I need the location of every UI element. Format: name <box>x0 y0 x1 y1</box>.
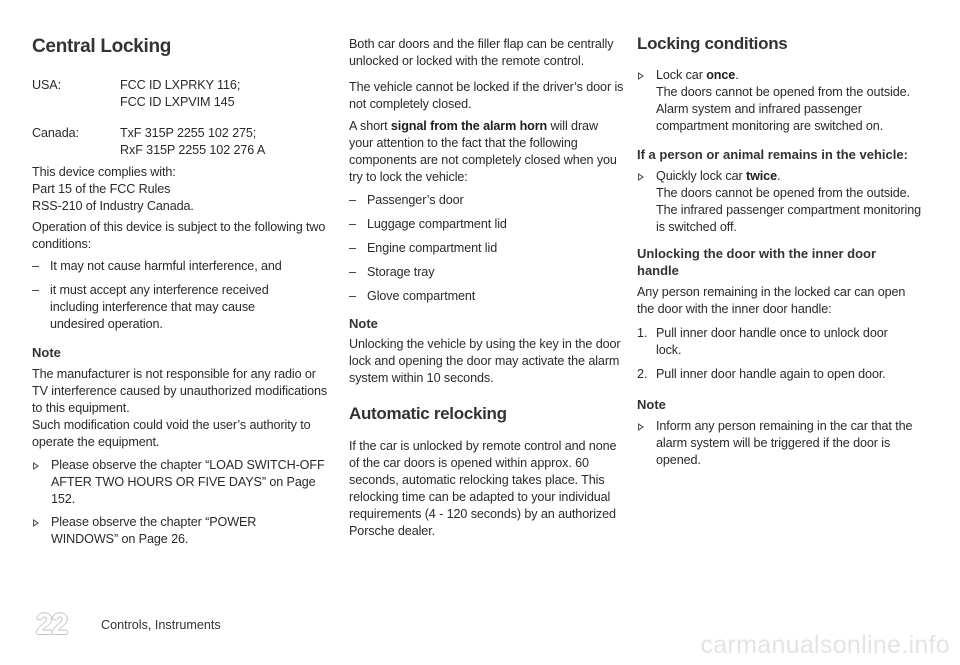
component-item <box>349 192 464 209</box>
drivers-door-paragraph: The vehicle cannot be locked if the driver’s door is not completely closed. <box>349 80 624 111</box>
fcc-canada-label: Canada: <box>32 126 79 140</box>
page-number: 22 <box>36 608 68 641</box>
complies-line: This device complies with: <box>32 165 176 179</box>
condition-item <box>32 258 328 275</box>
reference-text: Please observe the chapter “POWER WINDOWS” on Page 26. <box>51 515 257 546</box>
complies-line: RSS-210 of Industry Canada. <box>32 199 194 213</box>
fcc-canada-id-1: TxF 315P 2255 102 275; <box>120 126 257 140</box>
condition-item <box>32 282 328 333</box>
dash-bullet: – <box>349 217 357 231</box>
condition-text: it must accept any interference received including interference that may cause undesired operation. <box>50 283 269 331</box>
person-remains-heading: If a person or animal remains in the vehicle: <box>637 147 908 162</box>
note-heading: Note <box>32 345 61 360</box>
component-text: Passenger’s door <box>367 193 464 207</box>
note-heading: Note <box>637 397 666 412</box>
component-item <box>349 264 434 281</box>
step-text: Pull inner door handle once to unlock door lock. <box>656 326 888 357</box>
once-emphasis: once <box>706 68 736 82</box>
fcc-usa-id-1: FCC ID LXPRKY 116; <box>120 78 241 92</box>
dash-bullet: – <box>349 241 357 255</box>
note-paragraph: Such modification could void the user’s authority to operate the equipment. <box>32 418 311 449</box>
component-item <box>349 288 475 305</box>
arrow-bullet-icon <box>638 423 644 431</box>
watermark: carmanualsonline.info <box>700 631 950 659</box>
automatic-relocking-title: Automatic relocking <box>349 404 507 423</box>
component-item <box>349 216 507 233</box>
component-item <box>349 240 497 257</box>
arrow-bullet-icon <box>33 462 39 470</box>
note-paragraph: Unlocking the vehicle by using the key in the door lock and opening the door may activate the alarm system within 10 seconds. <box>349 337 621 385</box>
automatic-relocking-paragraph: If the car is unlocked by remote control and none of the car doors is opened within approx. 60 seconds, automatic relocking takes place. This relocking time can be adapted to your individual requirements (4 - 120 seconds) by an authorized Porsche dealer. <box>349 439 617 538</box>
component-text: Luggage compartment lid <box>367 217 507 231</box>
unlock-paragraph: Any person remaining in the locked car can open the door with the inner door handle: <box>637 285 906 316</box>
fcc-usa-label: USA: <box>32 78 61 92</box>
note-heading: Note <box>349 316 378 331</box>
page-title: Central Locking <box>32 36 172 57</box>
locking-conditions-title: Locking conditions <box>637 34 788 53</box>
section-name: Controls, Instruments <box>101 618 221 632</box>
dash-bullet: – <box>349 193 357 207</box>
condition-text: It may not cause harmful interference, and <box>50 259 282 273</box>
lock-twice-item: Quickly lock car twice. The doors cannot be opened from the outside. The infrared passenger compartment monitoring is switched off. <box>637 168 925 236</box>
arrow-bullet-icon <box>33 519 39 527</box>
step-number: 2. <box>637 367 648 381</box>
step-item <box>637 366 925 383</box>
operation-paragraph: Operation of this device is subject to the following two conditions: <box>32 220 326 251</box>
component-text: Engine compartment lid <box>367 241 498 255</box>
note-text: Inform any person remaining in the car that the alarm system will be triggered if the door is opened. <box>656 419 913 467</box>
lock-once-detail: The doors cannot be opened from the outside. Alarm system and infrared passenger compartment monitoring are switched on. <box>656 85 910 133</box>
twice-emphasis: twice <box>745 169 777 183</box>
component-text: Glove compartment <box>367 289 476 303</box>
step-text: Pull inner door handle again to open door. <box>656 367 886 381</box>
step-number: 1. <box>637 326 648 340</box>
lock-twice-detail: The doors cannot be opened from the outside. The infrared passenger compartment monitoring is switched off. <box>656 186 921 234</box>
arrow-bullet-icon <box>638 173 644 181</box>
step-item <box>637 325 925 359</box>
reference-item <box>32 457 328 508</box>
remote-control-paragraph: Both car doors and the filler flap can be centrally unlocked or locked with the remote control. <box>349 37 614 68</box>
alarm-horn-paragraph: A short signal from the alarm horn will draw your attention to the fact that the following components are not completely closed when you try to lock the vehicle: <box>349 119 617 184</box>
arrow-bullet-icon <box>638 72 644 80</box>
unlock-inner-handle-heading: Unlocking the door with the inner door handle <box>637 246 877 278</box>
lock-once-item: Lock car once. The doors cannot be opened from the outside. Alarm system and infrared passenger compartment monitoring are switched on. <box>637 67 925 135</box>
component-text: Storage tray <box>367 265 435 279</box>
note-item <box>637 418 925 469</box>
dash-bullet: – <box>32 259 40 273</box>
fcc-usa-id-2: FCC ID LXPVIM 145 <box>120 95 235 109</box>
dash-bullet: – <box>349 265 357 279</box>
note-paragraph: The manufacturer is not responsible for any radio or TV interference caused by unauthorized modifications to this equipment. <box>32 367 328 415</box>
dash-bullet: – <box>32 283 40 297</box>
dash-bullet: – <box>349 289 357 303</box>
reference-item <box>32 514 328 548</box>
fcc-canada-id-2: RxF 315P 2255 102 276 A <box>120 143 266 157</box>
complies-line: Part 15 of the FCC Rules <box>32 182 171 196</box>
reference-text: Please observe the chapter “LOAD SWITCH-OFF AFTER TWO HOURS OR FIVE DAYS” on Page 152. <box>51 458 325 506</box>
alarm-horn-emphasis: signal from the alarm horn <box>390 119 548 133</box>
